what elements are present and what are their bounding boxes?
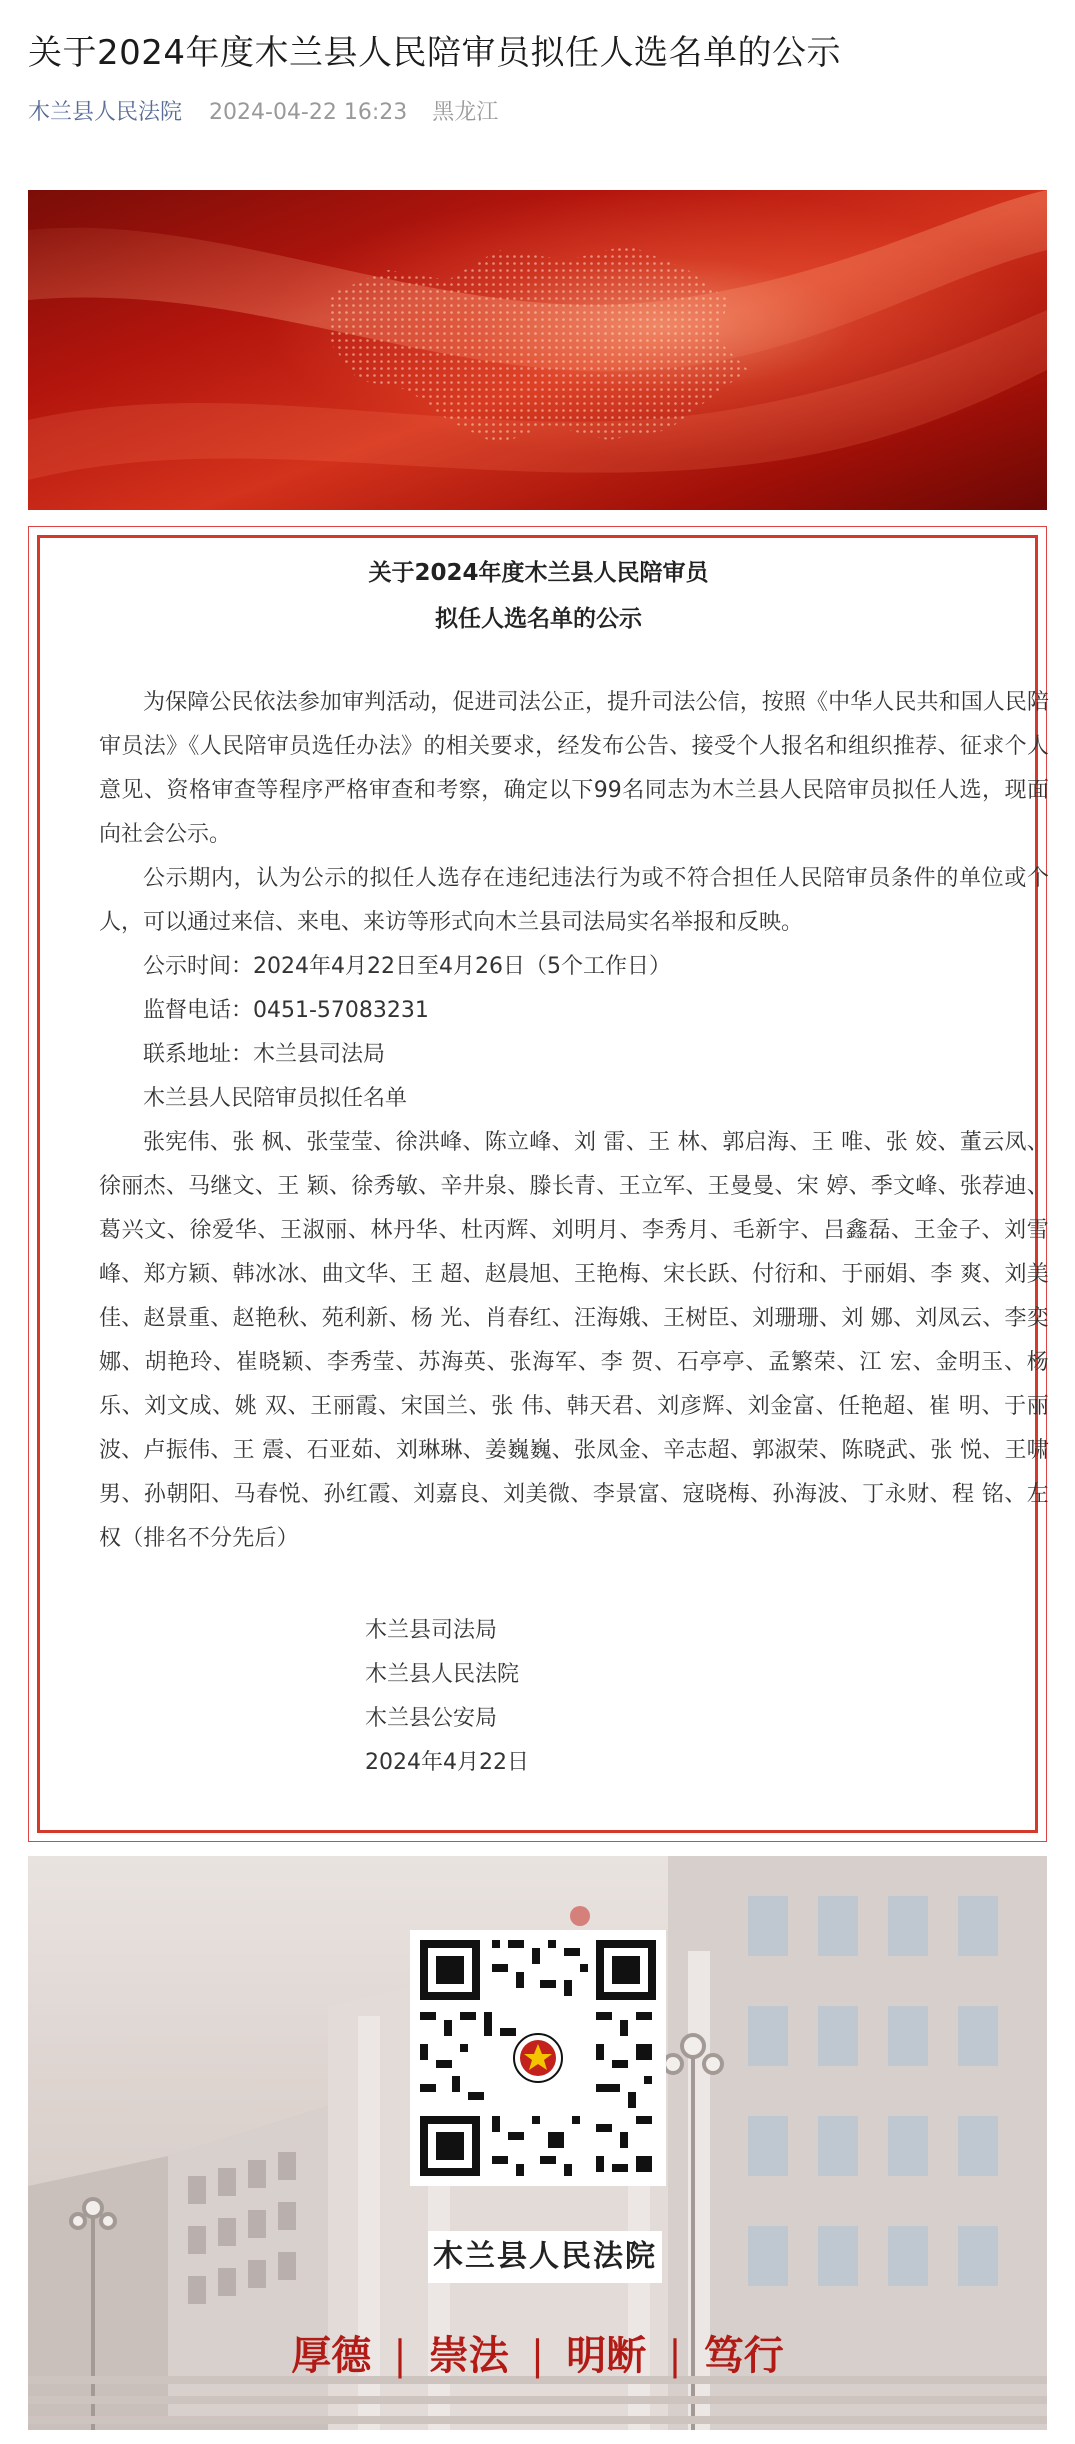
motto-word-3: 明断: [566, 2332, 647, 2379]
sign-date: 2024年4月22日: [365, 1750, 529, 1775]
notice-paragraph-2: 公示期内，认为公示的拟任人选存在违纪违法行为或不符合担任人民陪审员条件的单位或个人，可以通过来信、来电、来访等形式向木兰县司法局实名举报和反映。: [99, 866, 1049, 935]
motto-word-2: 崇法: [428, 2332, 509, 2379]
footer-court-name: 木兰县人民法院: [428, 2231, 662, 2283]
candidate-names-list: 张宪伟、张 枫、张莹莹、徐洪峰、陈立峰、刘 雷、王 林、郭启海、王 唯、张 姣、董云凤、徐丽杰、马继文、王 颖、徐秀敏、辛井泉、滕长青、王立军、王曼曼、宋 婷、季文峰、张荐迪、葛兴文、徐爱华、王淑丽、林丹华、杜丙辉、刘明月、李秀月、毛新宇、吕鑫磊、王金子、刘雪峰、郑方颖、韩冰冰、曲文华、王 超、赵晨旭、王艳梅、宋长跃、付衍和、于丽娟、李 爽、刘美佳、赵景重、赵艳秋、苑利新、杨 光、肖春红、汪海娥、王树臣、刘珊珊、刘 娜、刘凤云、李奕娜、胡艳玲、崔晓颖、李秀莹、苏海英、张海军、李 贺、石亭亭、孟繁荣、江 宏、金明玉、杨 乐、刘文成、姚 双、王丽霞、宋国兰、张 伟、韩天君、刘彦辉、刘金富、任艳超、崔 明、于丽波、卢振伟、王 震、石亚茹、刘琳琳、姜巍巍、张凤金、辛志超、郭淑荣、陈晓武、张 悦、王啸男、孙朝阳、马春悦、孙红霞、刘嘉良、刘美微、李景富、寇晓梅、孙海波、丁永财、程 铭、左 权（排名不分先后）: [99, 1130, 1049, 1551]
motto-divider: |: [393, 2333, 407, 2379]
motto-divider: |: [530, 2333, 545, 2379]
footer-image: [28, 1856, 1047, 2430]
notice-box: [28, 526, 1047, 1842]
motto-word-1: 厚德: [291, 2332, 372, 2379]
article-title: 关于2024年度木兰县人民陪审员拟任人选名单的公示: [28, 33, 842, 73]
notice-period: 公示时间：2024年4月22日至4月26日（5个工作日）: [143, 954, 671, 979]
motto-word-4: 笃行: [703, 2332, 784, 2379]
notice-heading-line1: 关于2024年度木兰县人民陪审员: [368, 560, 709, 586]
court-motto: [28, 2326, 1047, 2386]
banner-image: [28, 190, 1047, 510]
account-name-link[interactable]: 木兰县人民法院: [28, 100, 183, 125]
notice-phone: 监督电话：0451-57083231: [143, 998, 429, 1023]
signatory-2: 木兰县人民法院: [365, 1662, 520, 1687]
signatory-1: 木兰县司法局: [365, 1618, 498, 1643]
notice-address: 联系地址：木兰县司法局: [143, 1042, 386, 1067]
publish-region: 黑龙江: [432, 100, 499, 125]
article-meta: [28, 96, 498, 130]
qr-code-icon: [410, 1930, 666, 2186]
notice-heading-line2: 拟任人选名单的公示: [435, 606, 642, 632]
notice-list-title: 木兰县人民陪审员拟任名单: [143, 1086, 408, 1111]
banner-map-icon: [28, 190, 1047, 510]
motto-divider: |: [668, 2333, 682, 2379]
publish-datetime: 2024-04-22 16:23: [209, 100, 408, 125]
signatory-3: 木兰县公安局: [365, 1706, 498, 1731]
notice-paragraph-1: 为保障公民依法参加审判活动，促进司法公正，提升司法公信，按照《中华人民共和国人民陪审员法》《人民陪审员选任办法》的相关要求，经发布公告、接受个人报名和组织推荐、征求个人意见、资格审查等程序严格审查和考察，确定以下99名同志为木兰县人民陪审员拟任人选，现面向社会公示。: [99, 690, 1049, 847]
qr-code-card[interactable]: [410, 1930, 666, 2186]
